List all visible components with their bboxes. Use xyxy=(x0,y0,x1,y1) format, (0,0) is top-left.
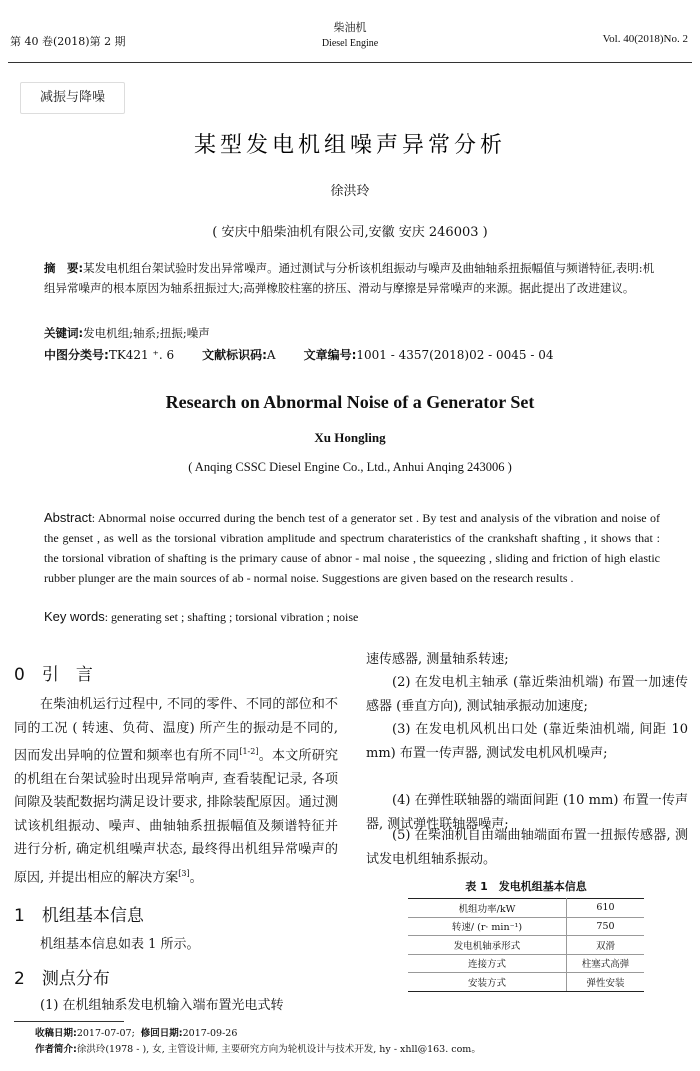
item-1-continued: 速传感器, 测量轴系转速; xyxy=(366,652,509,667)
article-title-en: Research on Abnormal Noise of a Generator Set xyxy=(165,392,535,412)
table-row xyxy=(408,954,644,973)
author-bio: 徐洪玲(1978 - ), 女, 主管设计师, 主要研究方向为轮机设计与技术开发, hy - xhll@163. com。 xyxy=(76,1044,481,1055)
article-no-value: 1001 - 4357(2018)02 - 0045 - 04 xyxy=(356,348,554,362)
abstract-en xyxy=(44,508,660,588)
section-2-title: 2 测点分布 xyxy=(14,969,110,989)
article-no-label: 文章编号: xyxy=(303,348,357,362)
column-tag: 减振与降噪 xyxy=(20,82,125,114)
item-5: (5) 在柴油机自由端曲轴端面布置一扭振传感器, 测试发电机组轴系振动。 xyxy=(366,828,688,867)
affiliation-en: ( Anqing CSSC Diesel Engine Co., Ltd., Anhui Anqing 243006 ) xyxy=(188,460,512,474)
footnote-dates xyxy=(35,1026,237,1042)
abstract-en-text: : Abnormal noise occurred during the bench test of a generator set . By test and analysis of the vibration and noise of the genset , as well as the torsional vibration amplitude and spectrum charateristics of the crankshaft shafting , it shows that : the torsional vibration of shafting is the primary cause of abnor - mal noise , the squeezing , sliding and friction of high elastic rubber plunger are the main sources of ab - normal noise. Suggestions are given based on the research results . xyxy=(44,511,660,585)
table-cell-label: 机组功率/kW xyxy=(408,899,567,918)
table-row xyxy=(408,917,644,936)
keywords-en-text: : generating set ; shafting ; torsional vibration ; noise xyxy=(104,610,359,624)
table-row xyxy=(408,936,644,955)
section-0-title: 0 引 言 xyxy=(14,665,93,685)
author-en: Xu Hongling xyxy=(314,430,386,445)
item-2: (2) 在发电机主轴承 (靠近柴油机端) 布置一加速传感器 (垂直方向), 测试轴承振动加速度; xyxy=(366,675,688,714)
citation-1-2: [1-2] xyxy=(239,747,259,756)
keywords-en xyxy=(44,607,660,627)
keywords-en-label: Key words xyxy=(44,609,105,624)
author-cn: 徐洪玲 xyxy=(330,184,370,199)
section-0-text-a: 在柴油机运行过程中, 不同的零件、不同的部位和不同的工况 ( 转速、负荷、温度) 所产生的振动是不同的, 因而发出异响的位置和频率也有所不同 xyxy=(14,697,338,764)
received-date: 2017-07-07; xyxy=(76,1028,135,1039)
table-cell-value: 610 xyxy=(567,899,645,918)
section-0-text-c: 。 xyxy=(189,870,203,886)
doc-code-value: A xyxy=(266,348,276,362)
abstract-cn-text: 某发电机组台架试验时发出异常噪声。通过测试与分析该机组振动与噪声及曲轴轴系扭振幅值与频谱特征,表明:机组异常噪声的根本原因为轴系扭振过大;高弹橡胶柱塞的挤压、滑动与摩擦是异常噪声的来源。据此提出了改进建议。 xyxy=(44,261,655,295)
keywords-cn-label: 关键词: xyxy=(44,326,84,340)
journal-name-cn: 柴油机 xyxy=(333,21,367,34)
table-cell-label: 安装方式 xyxy=(408,973,567,992)
classification-row xyxy=(44,346,554,363)
journal-issue-left: 第 40 卷(2018)第 2 期 xyxy=(10,35,126,48)
citation-3: [3] xyxy=(178,868,190,878)
section-1-paragraph: 机组基本信息如表 1 所示。 xyxy=(40,937,200,952)
keywords-cn xyxy=(44,323,664,343)
journal-issue-right: Vol. 40(2018)No. 2 xyxy=(602,33,688,45)
footnote-divider xyxy=(14,1021,124,1022)
table-cell-value: 柱塞式高弹 xyxy=(567,954,645,973)
revised-label: 修回日期: xyxy=(140,1028,183,1039)
table-1-title: 表 1 发电机组基本信息 xyxy=(465,880,587,893)
section-0-paragraph xyxy=(14,693,338,890)
table-cell-label: 发电机轴承形式 xyxy=(408,936,567,955)
section-2-item-1: (1) 在机组轴系发电机输入端布置光电式转 xyxy=(40,998,284,1013)
table-cell-value: 750 xyxy=(567,917,645,936)
article-title-cn: 某型发电机组噪声异常分析 xyxy=(193,133,506,158)
abstract-en-label: Abstract xyxy=(44,510,92,525)
table-row xyxy=(408,899,644,918)
item-3: (3) 在发电机风机出口处 (靠近柴油机端, 间距 10 mm) 布置一传声器, 测试发电机风机噪声; xyxy=(366,722,688,761)
abstract-cn-label: 摘 要: xyxy=(44,261,84,275)
keywords-cn-text: 发电机组;轴系;扭振;噪声 xyxy=(83,326,210,340)
item-4: (4) 在弹性联轴器的端面间距 (10 mm) 布置一传声器, 测试弹性联轴器噪声; xyxy=(366,793,688,832)
table-cell-label: 连接方式 xyxy=(408,954,567,973)
table-cell-label: 转速/ (r· min⁻¹) xyxy=(408,917,567,936)
header-divider xyxy=(8,62,692,63)
journal-name xyxy=(0,20,700,52)
section-0-text-b: 。本文所研究的机组在台架试验时出现异常响声, 查看装配记录, 各项间隙及装配数据均满足设计要求, 排除装配原因。通过测试该机组振动、噪声、曲轴轴系扭振幅值及频谱特征并进行分析, 确定机组噪声状态, 最终得出机组异常噪声的原因, 并提出相应的解决方案 xyxy=(14,748,338,886)
table-row xyxy=(408,973,644,992)
affiliation-cn: ( 安庆中船柴油机有限公司,安徽 安庆 246003 ) xyxy=(212,225,488,240)
table-1 xyxy=(408,898,644,992)
table-cell-value: 弹性安装 xyxy=(567,973,645,992)
footnote-author xyxy=(35,1042,481,1058)
clc-label: 中图分类号: xyxy=(44,348,109,362)
author-bio-label: 作者简介: xyxy=(35,1044,77,1055)
received-label: 收稿日期: xyxy=(35,1028,77,1039)
section-1-title: 1 机组基本信息 xyxy=(14,906,144,926)
doc-code-label: 文献标识码: xyxy=(202,348,267,362)
journal-name-en: Diesel Engine xyxy=(321,38,379,49)
table-cell-value: 双滑 xyxy=(567,936,645,955)
revised-date: 2017-09-26 xyxy=(182,1028,238,1039)
abstract-cn xyxy=(44,258,664,298)
clc-value: TK421 ⁺. 6 xyxy=(108,348,175,362)
